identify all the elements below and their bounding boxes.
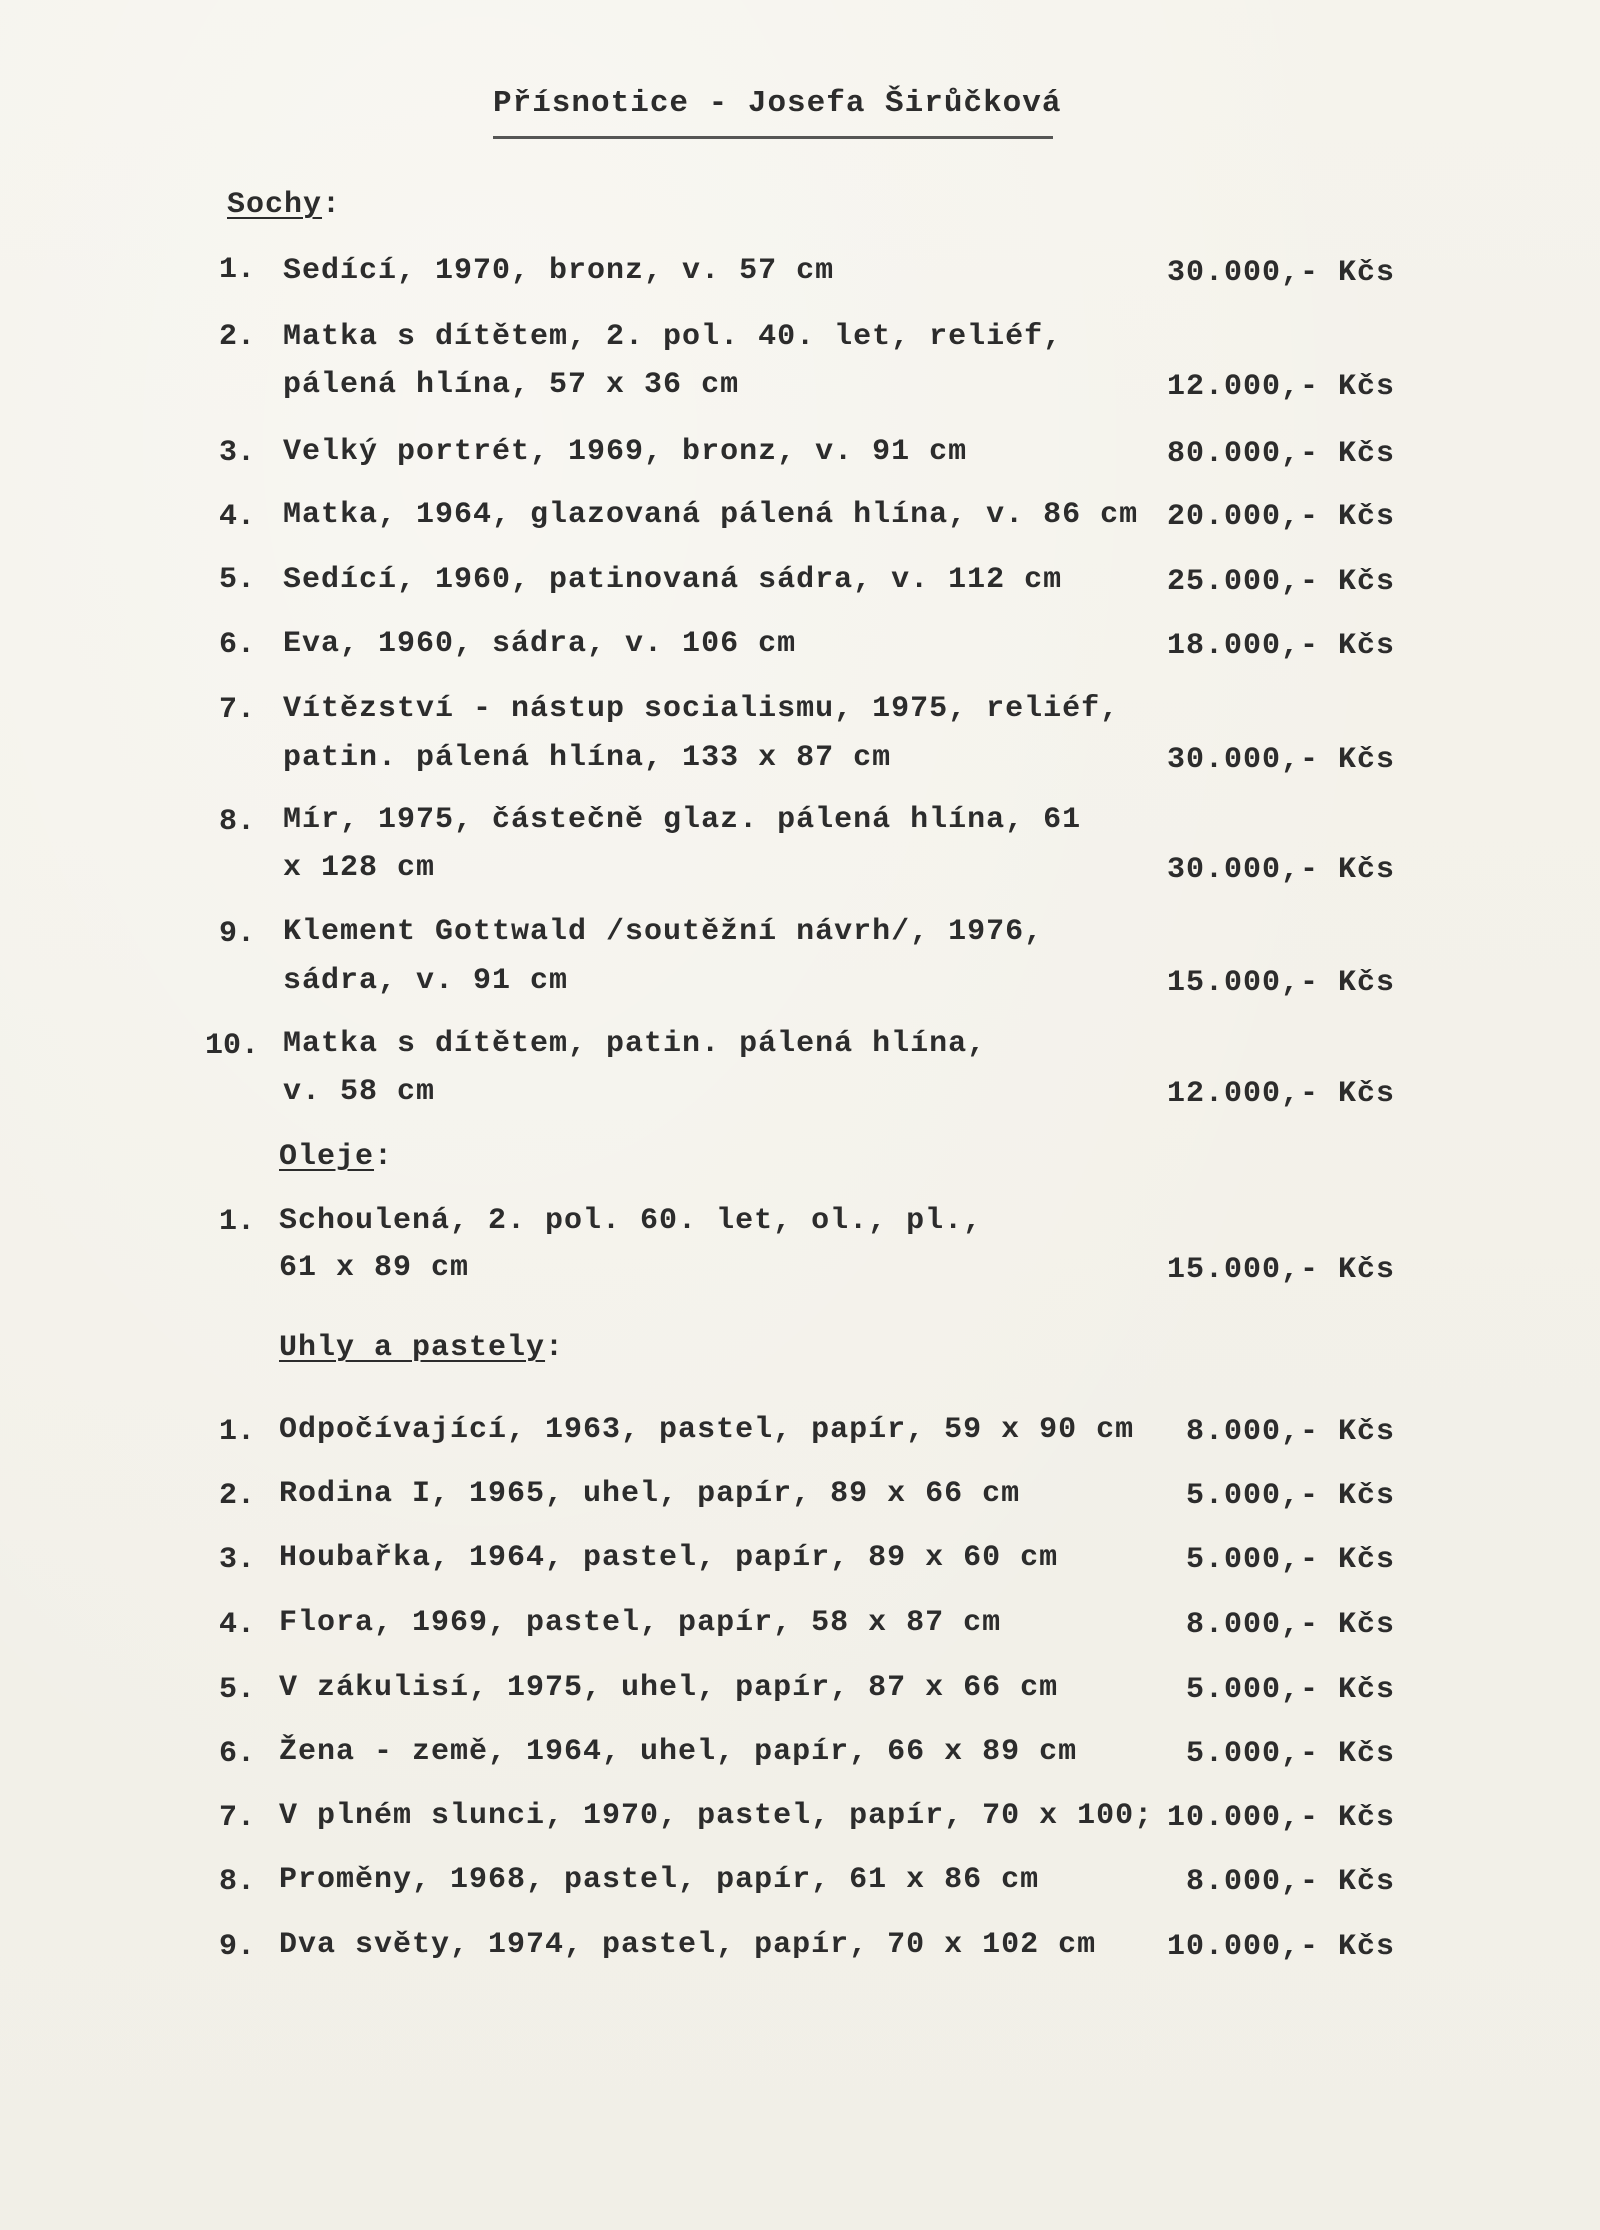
section-heading-label: Sochy xyxy=(227,188,323,222)
item-number: 10. xyxy=(204,1029,259,1063)
item-description: Velký portrét, 1969, bronz, v. 91 cm xyxy=(283,435,968,469)
item-price: 5.000,- Kčs xyxy=(1185,1479,1395,1513)
section-heading-sochy xyxy=(227,188,341,222)
item-price: 80.000,- Kčs xyxy=(1166,437,1395,471)
item-description: Vítězství - nástup socialismu, 1975, reliéf, xyxy=(283,692,1120,726)
section-heading-colon: : xyxy=(322,188,342,222)
item-price: 18.000,- Kčs xyxy=(1166,629,1395,663)
item-description: pálená hlína, 57 x 36 cm xyxy=(283,368,740,402)
item-description: x 128 cm xyxy=(283,851,436,885)
item-description: Flora, 1969, pastel, papír, 58 x 87 cm xyxy=(279,1606,1002,1640)
item-price: 30.000,- Kčs xyxy=(1166,853,1395,887)
item-number: 4. xyxy=(218,500,255,534)
item-number: 3. xyxy=(218,1543,255,1577)
item-description: Mír, 1975, částečně glaz. pálená hlína, 61 xyxy=(283,803,1082,837)
item-price: 20.000,- Kčs xyxy=(1166,500,1395,534)
item-price: 12.000,- Kčs xyxy=(1166,370,1395,404)
item-description: Sedící, 1970, bronz, v. 57 cm xyxy=(283,254,835,288)
section-heading-colon: : xyxy=(374,1140,394,1174)
item-price: 8.000,- Kčs xyxy=(1185,1608,1395,1642)
item-number: 1. xyxy=(218,1205,255,1239)
item-description: Odpočívající, 1963, pastel, papír, 59 x 90 cm xyxy=(279,1413,1135,1447)
item-description: Žena - země, 1964, uhel, papír, 66 x 89 cm xyxy=(279,1735,1078,1769)
item-description: Proměny, 1968, pastel, papír, 61 x 86 cm xyxy=(279,1863,1040,1897)
item-description: Schoulená, 2. pol. 60. let, ol., pl., xyxy=(279,1204,983,1238)
item-price: 12.000,- Kčs xyxy=(1166,1077,1395,1111)
item-description: Eva, 1960, sádra, v. 106 cm xyxy=(283,627,797,661)
section-heading-colon: : xyxy=(545,1331,565,1365)
item-number: 9. xyxy=(218,917,255,951)
item-description: Matka s dítětem, 2. pol. 40. let, reliéf, xyxy=(283,320,1063,354)
item-number: 5. xyxy=(218,563,255,597)
item-number: 8. xyxy=(218,1865,255,1899)
item-description: Sedící, 1960, patinovaná sádra, v. 112 cm xyxy=(283,563,1063,597)
item-description: Houbařka, 1964, pastel, papír, 89 x 60 cm xyxy=(279,1541,1059,1575)
item-number: 6. xyxy=(218,628,255,662)
item-description: sádra, v. 91 cm xyxy=(283,964,569,998)
item-price: 25.000,- Kčs xyxy=(1166,565,1395,599)
item-price: 8.000,- Kčs xyxy=(1185,1865,1395,1899)
item-number: 9. xyxy=(218,1930,255,1964)
section-heading-uhly xyxy=(279,1331,564,1365)
item-number: 8. xyxy=(218,805,255,839)
item-number: 1. xyxy=(218,253,255,287)
item-price: 5.000,- Kčs xyxy=(1185,1673,1395,1707)
item-description: patin. pálená hlína, 133 x 87 cm xyxy=(283,741,892,775)
item-number: 5. xyxy=(218,1673,255,1707)
item-number: 2. xyxy=(218,1479,255,1513)
item-number: 1. xyxy=(218,1415,255,1449)
item-price: 15.000,- Kčs xyxy=(1166,966,1395,1000)
item-number: 7. xyxy=(218,1801,255,1835)
item-description: v. 58 cm xyxy=(283,1075,436,1109)
item-description: Rodina I, 1965, uhel, papír, 89 x 66 cm xyxy=(279,1477,1021,1511)
item-price: 10.000,- Kčs xyxy=(1166,1801,1395,1835)
item-number: 2. xyxy=(218,320,255,354)
item-description: Matka s dítětem, patin. pálená hlína, xyxy=(283,1027,987,1061)
section-heading-label: Oleje xyxy=(279,1140,375,1174)
item-description: 61 x 89 cm xyxy=(279,1251,470,1285)
item-price: 30.000,- Kčs xyxy=(1166,256,1395,290)
title-underline xyxy=(493,136,1053,139)
item-number: 3. xyxy=(218,436,255,470)
item-number: 7. xyxy=(218,693,255,727)
item-number: 6. xyxy=(218,1737,255,1771)
item-price: 15.000,- Kčs xyxy=(1166,1253,1395,1287)
section-heading-oleje xyxy=(279,1140,393,1174)
item-description: Dva světy, 1974, pastel, papír, 70 x 102 cm xyxy=(279,1928,1097,1962)
item-price: 5.000,- Kčs xyxy=(1185,1737,1395,1771)
item-description: V plném slunci, 1970, pastel, papír, 70 x 100; xyxy=(279,1799,1154,1833)
item-description: Klement Gottwald /soutěžní návrh/, 1976, xyxy=(283,915,1044,949)
section-heading-label: Uhly a pastely xyxy=(279,1331,546,1365)
item-price: 5.000,- Kčs xyxy=(1185,1543,1395,1577)
item-price: 10.000,- Kčs xyxy=(1166,1930,1395,1964)
item-price: 8.000,- Kčs xyxy=(1185,1415,1395,1449)
item-number: 4. xyxy=(218,1608,255,1642)
item-description: V zákulisí, 1975, uhel, papír, 87 x 66 cm xyxy=(279,1671,1059,1705)
item-description: Matka, 1964, glazovaná pálená hlína, v. 86 cm xyxy=(283,498,1139,532)
item-price: 30.000,- Kčs xyxy=(1166,743,1395,777)
page-title: Přísnotice - Josefa Širůčková xyxy=(493,86,1062,121)
